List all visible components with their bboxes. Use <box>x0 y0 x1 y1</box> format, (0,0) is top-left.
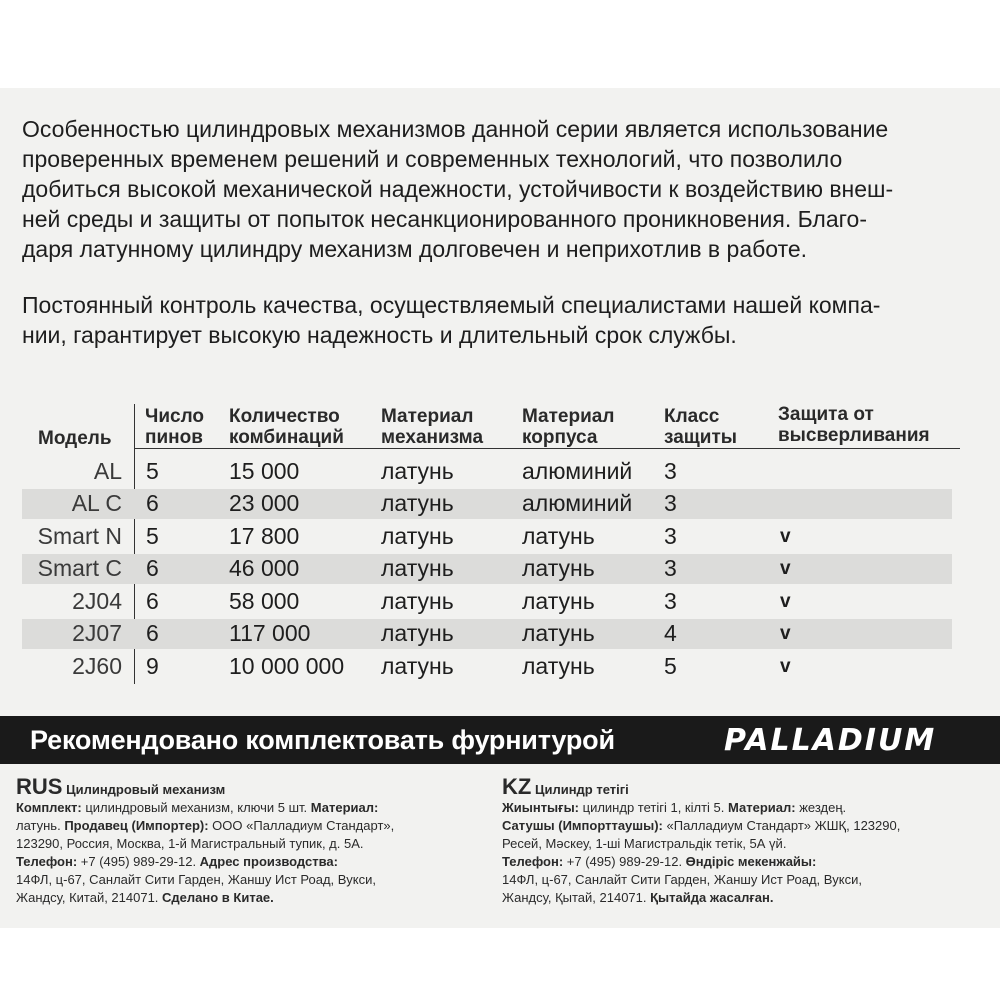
header-label: защиты <box>664 427 738 448</box>
palladium-logo: PALLADIUM <box>724 723 937 758</box>
info-label: Комплект: <box>16 800 82 815</box>
cell-model: 2J07 <box>72 620 122 646</box>
header-label: Количество <box>229 406 340 427</box>
cell-pins: 6 <box>146 490 159 516</box>
cell-pins: 5 <box>146 458 159 484</box>
intro-paragraph-1 <box>22 114 972 264</box>
cell-model: 2J60 <box>72 653 122 679</box>
cell-combinations: 117 000 <box>229 620 311 646</box>
info-line <box>16 871 486 889</box>
info-text: жездең. <box>795 800 847 815</box>
row-shading <box>22 489 952 519</box>
cell-protection-check: v <box>780 656 791 677</box>
table-row <box>0 487 1000 520</box>
row-shading <box>22 554 952 584</box>
cell-protection-check: v <box>780 623 791 644</box>
info-label: Адрес производства: <box>199 854 338 869</box>
info-label: Сделано в Китае. <box>162 890 274 905</box>
rus-info-block <box>16 774 486 907</box>
table-row <box>0 552 1000 585</box>
header-label: Материал <box>522 406 615 427</box>
cell-class: 4 <box>664 620 677 646</box>
header-label: механизма <box>381 427 484 448</box>
cell-body: латунь <box>522 523 595 549</box>
info-text: 14ФЛ, ц-67, Санлайт Сити Гарден, Жаншу Ист Роад, Вукси, <box>502 872 862 887</box>
info-line <box>16 817 486 835</box>
row-shading <box>22 619 952 649</box>
cell-mechanism: латунь <box>381 490 454 516</box>
info-text: +7 (495) 989-29-12. <box>77 854 200 869</box>
cell-pins: 5 <box>146 523 159 549</box>
text-line: добиться высокой механической надежности, устойчивости к воздействию внеш- <box>22 176 894 202</box>
header-combinations <box>229 406 344 448</box>
cell-combinations: 10 000 000 <box>229 653 345 679</box>
info-text: +7 (495) 989-29-12. <box>563 854 686 869</box>
table-header <box>0 402 1000 450</box>
header-label: Модель <box>38 428 112 449</box>
header-protection <box>778 404 930 446</box>
cell-body: алюминий <box>522 458 633 484</box>
info-heading <box>502 774 972 799</box>
cell-class: 3 <box>664 588 677 614</box>
info-line <box>502 871 972 889</box>
info-text: 14ФЛ, ц-67, Санлайт Сити Гарден, Жаншу Ист Роад, Вукси, <box>16 872 376 887</box>
header-label: высверливания <box>778 425 930 446</box>
cell-mechanism: латунь <box>381 653 454 679</box>
cell-mechanism: латунь <box>381 555 454 581</box>
cell-protection-check: v <box>780 591 791 612</box>
header-mechanism <box>381 406 483 448</box>
info-line <box>16 835 486 853</box>
language-code: RUS <box>16 774 63 799</box>
info-label: Телефон: <box>16 854 78 869</box>
info-text: Ресей, Мәскеу, 1-ші Магистральдік тетік, 5А үй. <box>502 836 787 851</box>
cell-model: AL <box>93 458 122 484</box>
info-text: 123290, Россия, Москва, 1-й Магистральный тупик, д. 5А. <box>16 836 364 851</box>
header-label: Число <box>145 406 205 427</box>
info-text: Жандсу, Китай, 214071. <box>16 890 163 905</box>
header-label: пинов <box>145 427 203 448</box>
cell-mechanism: латунь <box>381 458 454 484</box>
info-line <box>502 853 972 871</box>
kz-info-block <box>502 774 972 907</box>
cell-model: Smart C <box>37 555 122 581</box>
cell-mechanism: латунь <box>381 523 454 549</box>
cell-body: латунь <box>522 653 595 679</box>
banner-text: Рекомендовано комплектовать фурнитурой <box>30 725 615 755</box>
header-label: Материал <box>381 406 474 427</box>
cell-pins: 6 <box>146 588 159 614</box>
cell-mechanism: латунь <box>381 620 454 646</box>
info-text: Жандсу, Қытай, 214071. <box>502 890 651 905</box>
cell-combinations: 46 000 <box>229 555 300 581</box>
table-row <box>0 585 1000 618</box>
info-text: «Палладиум Стандарт» ЖШҚ, 123290, <box>662 818 901 833</box>
recommendation-banner <box>0 716 1000 764</box>
product-title: Цилиндровый механизм <box>66 782 226 797</box>
intro-paragraph-2 <box>22 290 972 350</box>
cell-combinations: 23 000 <box>229 490 300 516</box>
text-line: ней среды и защиты от попыток несанкционированного проникновения. Благо- <box>22 206 867 232</box>
info-text: цилиндровый механизм, ключи 5 шт. <box>81 800 311 815</box>
info-label: Продавец (Импортер): <box>64 818 209 833</box>
text-line: Особенностью цилиндровых механизмов данной серии является использование <box>22 116 889 142</box>
header-pins <box>145 406 204 448</box>
cell-body: латунь <box>522 620 595 646</box>
cell-model: Smart N <box>37 523 122 549</box>
language-code: KZ <box>502 774 532 799</box>
info-text: цилиндр тетігі 1, кілті 5. <box>579 800 729 815</box>
cell-model: 2J04 <box>72 588 122 614</box>
info-label: Жиынтығы: <box>502 800 580 815</box>
header-model <box>38 428 112 449</box>
cell-pins: 9 <box>146 653 159 679</box>
info-line <box>502 817 972 835</box>
cell-class: 5 <box>664 653 677 679</box>
info-label: Телефон: <box>502 854 564 869</box>
info-text: латунь. <box>16 818 65 833</box>
cell-combinations: 58 000 <box>229 588 300 614</box>
info-line <box>16 889 486 907</box>
cell-class: 3 <box>664 490 677 516</box>
info-heading <box>16 774 486 799</box>
info-label: Материал: <box>728 800 796 815</box>
info-line <box>502 799 972 817</box>
product-title: Цилиндр тетігі <box>534 782 629 797</box>
header-label: Класс <box>664 406 720 427</box>
header-label: комбинаций <box>229 427 344 448</box>
cell-body: латунь <box>522 588 595 614</box>
cell-class: 3 <box>664 523 677 549</box>
header-class <box>664 406 737 448</box>
info-line <box>502 889 972 907</box>
text-line: проверенных временем решений и современных технологий, что позволило <box>22 146 843 172</box>
cell-protection-check: v <box>780 558 791 579</box>
info-line <box>16 853 486 871</box>
header-body <box>522 406 614 448</box>
cell-class: 3 <box>664 458 677 484</box>
cell-model: AL C <box>71 490 122 516</box>
header-label: Защита от <box>778 404 874 425</box>
info-label: Сатушы (Импорттаушы): <box>502 818 663 833</box>
table-row <box>0 650 1000 683</box>
text-line: даря латунному цилиндру механизм долговечен и неприхотлив в работе. <box>22 236 808 262</box>
cell-protection-check: v <box>780 526 791 547</box>
cell-body: латунь <box>522 555 595 581</box>
cell-pins: 6 <box>146 620 159 646</box>
header-divider <box>134 448 960 449</box>
cell-class: 3 <box>664 555 677 581</box>
cell-pins: 6 <box>146 555 159 581</box>
table-row <box>0 455 1000 488</box>
cell-mechanism: латунь <box>381 588 454 614</box>
text-line: нии, гарантирует высокую надежность и длительный срок службы. <box>22 322 737 348</box>
info-label: Материал: <box>310 800 379 815</box>
info-lines <box>16 799 486 907</box>
header-label: корпуса <box>522 427 598 448</box>
info-lines <box>502 799 972 907</box>
info-label: Қытайда жасалған. <box>650 890 774 905</box>
info-label: Өндіріс мекенжайы: <box>685 854 817 869</box>
table-row <box>0 520 1000 553</box>
cell-combinations: 15 000 <box>229 458 300 484</box>
info-line <box>502 835 972 853</box>
cell-combinations: 17 800 <box>229 523 300 549</box>
info-line <box>16 799 486 817</box>
text-line: Постоянный контроль качества, осуществляемый специалистами нашей компа- <box>22 292 881 318</box>
cell-body: алюминий <box>522 490 633 516</box>
info-text: ООО «Палладиум Стандарт», <box>208 818 395 833</box>
table-row <box>0 617 1000 650</box>
